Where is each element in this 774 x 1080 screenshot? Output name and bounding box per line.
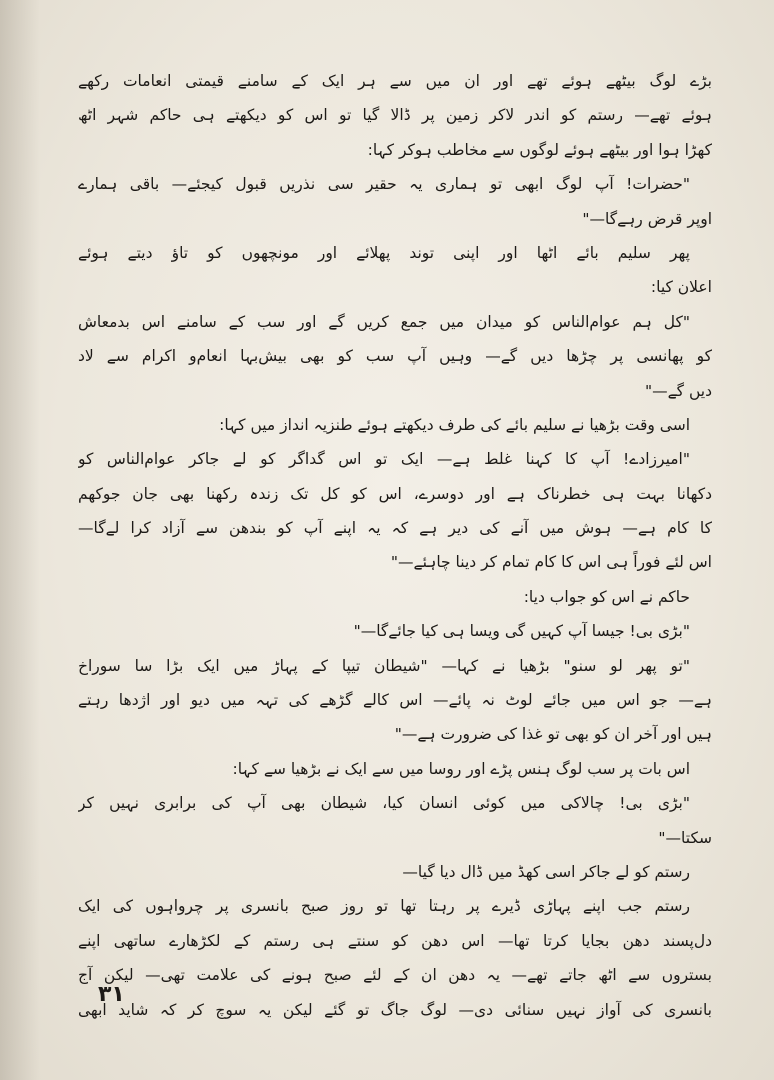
text-line: ہوئے تھے— رستم کو اندر لاکر زمین پر ڈالا گیا تو اس کو دیکھتے ہی حاکم شہر اٹھ <box>78 106 712 125</box>
text-line: بستروں سے اٹھ جاتے تھے— یہ دھن ان کے لئے صبح ہونے کی علامت تھی— لیکن آج <box>78 966 712 985</box>
text-line: کھڑا ہوا اور بیٹھے ہوئے لوگوں سے مخاطب ہوکر کہا: <box>367 140 712 159</box>
page-number: ۳۱ <box>98 982 125 1007</box>
text-line: "بڑی بی! چالاکی میں کوئی انسان کیا، شیطان بھی آپ کی برابری نہیں کر <box>78 794 690 813</box>
text-line: اوپر قرض رہےگا—" <box>582 209 712 228</box>
text-line: پھر سلیم بائے اٹھا اور اپنی توند پھلائے اور مونچھوں کو تاؤ دیتے ہوئے <box>78 243 690 262</box>
text-line: دیں گے—" <box>644 381 712 400</box>
text-line: "امیرزادے! آپ کا کہنا غلط ہے— ایک تو اس گداگر کو لے جاکر عوام‌الناس کو <box>78 450 690 469</box>
text-line: "کل ہم عوام‌الناس کو میدان میں جمع کریں گے اور سب کے سامنے اس بدمعاش <box>78 312 690 331</box>
text-line: دکھانا بہت ہی خطرناک ہے اور دوسرے، اس کو کل تک زندہ رکھنا بھی جان جوکھم <box>78 484 712 503</box>
text-line: کو پھانسی پر چڑھا دیں گے— وہیں آپ سب کو بھی بیش‌بہا انعام‌و اکرام سے لاد <box>78 347 712 366</box>
text-line: کا کام ہے— ہوش میں آنے کی دیر ہے کہ یہ اپنے آپ کو بندھن سے آزاد کرا لےگا— <box>78 519 712 538</box>
text-line: ہے— جو اس میں جائے لوٹ نہ پائے— اس کالے گڑھے کی تہہ میں دیو اور اژدھا رہتے <box>78 691 712 710</box>
page-text <box>78 64 712 1027</box>
page-edge-shadow <box>0 0 40 1080</box>
text-line: "تو پھر لو سنو" بڑھیا نے کہا— "شیطان تیپا کے پہاڑ میں ایک بڑا سا سوراخ <box>78 656 690 675</box>
text-line: دل‌پسند دھن بجایا کرتا تھا— اس دھن کو سنتے ہی رستم کے لکڑھارے ساتھی اپنے <box>78 931 712 950</box>
text-line: رستم جب اپنے پہاڑی ڈیرے پر رہتا تھا تو روز صبح بانسری پر چرواہوں کی ایک <box>78 897 690 916</box>
text-line: "حضرات! آپ لوگ ابھی تو ہماری یہ حقیر سی نذریں قبول کیجئے— باقی ہمارے <box>78 175 690 194</box>
text-line: اعلان کیا: <box>650 278 712 297</box>
text-line: ہیں اور آخر ان کو بھی تو غذا کی ضرورت ہے—" <box>394 725 712 744</box>
text-line: بانسری کی آواز نہیں سنائی دی— لوگ جاگ تو گئے لیکن یہ سوچ کر کہ شاید ابھی <box>78 1000 712 1019</box>
text-line: سکتا—" <box>658 828 712 847</box>
text-line: حاکم نے اس کو جواب دیا: <box>523 587 690 606</box>
text-line: اس لئے فوراً ہی اس کا کام تمام کر دینا چاہئے—" <box>390 553 712 572</box>
text-line: اس بات پر سب لوگ ہنس پڑے اور روسا میں سے ایک نے بڑھیا سے کہا: <box>232 759 690 778</box>
text-line: اسی وقت بڑھیا نے سلیم بائے کی طرف دیکھتے ہوئے طنزیہ انداز میں کہا: <box>219 415 690 434</box>
text-line: "بڑی بی! جیسا آپ کہیں گی ویسا ہی کیا جائےگا—" <box>353 622 690 641</box>
text-line: رستم کو لے جاکر اسی کھڈ میں ڈال دیا گیا— <box>402 862 690 881</box>
text-line: بڑے لوگ بیٹھے ہوئے تھے اور ان میں سے ہر ایک کے سامنے قیمتی انعامات رکھے <box>78 72 712 90</box>
